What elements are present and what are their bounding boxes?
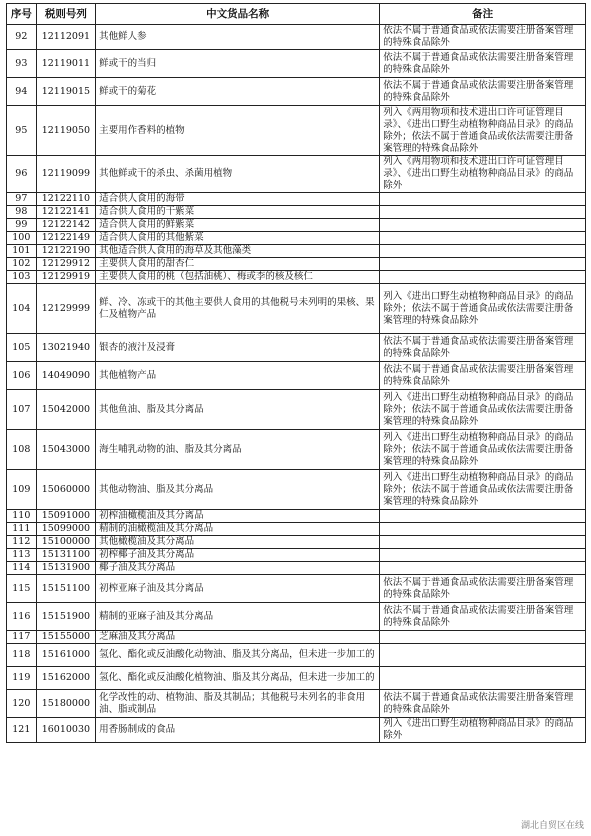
table-header-row <box>7 4 586 25</box>
row-goods-name: 银杏的液汁及浸膏 <box>96 334 380 362</box>
table-row <box>7 25 586 50</box>
row-goods-name: 精制的亚麻子油及其分离品 <box>96 603 380 631</box>
row-goods-name: 氢化、酯化或反油酸化植物油、脂及其分离品，但未进一步加工的 <box>96 667 380 690</box>
row-goods-name: 初榨油橄榄油及其分离品 <box>96 510 380 523</box>
row-tariff-code: 15151100 <box>36 575 95 603</box>
row-serial-no: 114 <box>7 562 37 575</box>
row-tariff-code: 15091000 <box>36 510 95 523</box>
row-serial-no: 96 <box>7 156 37 193</box>
row-tariff-code: 12122190 <box>36 245 95 258</box>
row-tariff-code: 12122149 <box>36 232 95 245</box>
row-serial-no: 97 <box>7 193 37 206</box>
header-goods-name: 中文货品名称 <box>96 4 380 25</box>
row-goods-name: 适合供人食用的干紫菜 <box>96 206 380 219</box>
row-serial-no: 113 <box>7 549 37 562</box>
row-goods-name: 初榨椰子油及其分离品 <box>96 549 380 562</box>
row-tariff-code: 12122142 <box>36 219 95 232</box>
table-row <box>7 667 586 690</box>
row-goods-name: 适合供人食用的鲜紫菜 <box>96 219 380 232</box>
row-serial-no: 117 <box>7 631 37 644</box>
row-remark <box>380 562 586 575</box>
row-tariff-code: 15180000 <box>36 690 95 718</box>
row-serial-no: 111 <box>7 523 37 536</box>
row-remark <box>380 549 586 562</box>
row-remark <box>380 536 586 549</box>
row-goods-name: 氢化、酯化或反油酸化动物油、脂及其分离品，但未进一步加工的 <box>96 644 380 667</box>
table-row <box>7 106 586 156</box>
row-remark <box>380 193 586 206</box>
row-remark: 依法不属于普通食品或依法需要注册备案管理的特殊食品除外 <box>380 362 586 390</box>
row-goods-name: 其他适合供人食用的海草及其他藻类 <box>96 245 380 258</box>
row-serial-no: 105 <box>7 334 37 362</box>
row-serial-no: 112 <box>7 536 37 549</box>
row-goods-name: 其他橄榄油及其分离品 <box>96 536 380 549</box>
row-tariff-code: 15099000 <box>36 523 95 536</box>
row-remark <box>380 232 586 245</box>
table-row <box>7 219 586 232</box>
row-tariff-code: 15060000 <box>36 470 95 510</box>
row-remark: 列入《进出口野生动植物种商品目录》的商品除外 <box>380 718 586 743</box>
row-remark: 依法不属于普通食品或依法需要注册备案管理的特殊食品除外 <box>380 575 586 603</box>
row-goods-name: 精制的油橄榄油及其分离品 <box>96 523 380 536</box>
row-serial-no: 101 <box>7 245 37 258</box>
row-goods-name: 适合供人食用的海带 <box>96 193 380 206</box>
table-row <box>7 549 586 562</box>
row-goods-name: 其他动物油、脂及其分离品 <box>96 470 380 510</box>
row-remark: 依法不属于普通食品或依法需要注册备案管理的特殊食品除外 <box>380 25 586 50</box>
row-tariff-code: 12129999 <box>36 284 95 334</box>
row-remark <box>380 644 586 667</box>
row-remark <box>380 523 586 536</box>
table-row <box>7 523 586 536</box>
row-goods-name: 其他植物产品 <box>96 362 380 390</box>
row-serial-no: 106 <box>7 362 37 390</box>
table-row <box>7 258 586 271</box>
row-serial-no: 104 <box>7 284 37 334</box>
table-row <box>7 510 586 523</box>
row-remark: 列入《进出口野生动植物种商品目录》的商品除外；依法不属于普通食品或依法需要注册备案管理的特殊食品除外 <box>380 284 586 334</box>
header-tariff-code: 税则号列 <box>36 4 95 25</box>
row-serial-no: 118 <box>7 644 37 667</box>
table-row <box>7 362 586 390</box>
goods-table <box>6 3 586 743</box>
watermark: 湖北自贸区在线 <box>518 817 587 832</box>
table-row <box>7 334 586 362</box>
row-remark: 依法不属于普通食品或依法需要注册备案管理的特殊食品除外 <box>380 78 586 106</box>
table-row <box>7 644 586 667</box>
row-serial-no: 108 <box>7 430 37 470</box>
row-serial-no: 100 <box>7 232 37 245</box>
row-goods-name: 主要用作香料的植物 <box>96 106 380 156</box>
row-goods-name: 初榨亚麻子油及其分离品 <box>96 575 380 603</box>
goods-table-container <box>6 3 586 743</box>
table-row <box>7 206 586 219</box>
row-goods-name: 主要供人食用的桃（包括油桃）、梅或李的核及核仁 <box>96 271 380 284</box>
row-goods-name: 用香肠制成的食品 <box>96 718 380 743</box>
row-serial-no: 107 <box>7 390 37 430</box>
table-row <box>7 470 586 510</box>
row-goods-name: 鲜或干的菊花 <box>96 78 380 106</box>
row-serial-no: 94 <box>7 78 37 106</box>
row-serial-no: 98 <box>7 206 37 219</box>
row-goods-name: 化学改性的动、植物油、脂及其制品；其他税号未列名的非食用油、脂或制品 <box>96 690 380 718</box>
row-remark: 列入《两用物项和技术进出口许可证管理目录》、《进出口野生动植物种商品目录》的商品除外；依法不属于普通食品或依法需要注册备案管理的特殊食品除外 <box>380 106 586 156</box>
table-row <box>7 603 586 631</box>
row-tariff-code: 14049090 <box>36 362 95 390</box>
row-tariff-code: 15161000 <box>36 644 95 667</box>
table-row <box>7 575 586 603</box>
row-serial-no: 92 <box>7 25 37 50</box>
table-row <box>7 284 586 334</box>
row-goods-name: 鲜、冷、冻或干的其他主要供人食用的其他税号未列明的果核、果仁及植物产品 <box>96 284 380 334</box>
row-goods-name: 椰子油及其分离品 <box>96 562 380 575</box>
row-serial-no: 102 <box>7 258 37 271</box>
row-tariff-code: 16010030 <box>36 718 95 743</box>
row-goods-name: 其他鱼油、脂及其分离品 <box>96 390 380 430</box>
row-remark <box>380 271 586 284</box>
table-row <box>7 156 586 193</box>
row-remark <box>380 219 586 232</box>
row-goods-name: 适合供人食用的其他紫菜 <box>96 232 380 245</box>
table-row <box>7 78 586 106</box>
row-goods-name: 鲜或干的当归 <box>96 50 380 78</box>
row-tariff-code: 12129912 <box>36 258 95 271</box>
row-remark <box>380 510 586 523</box>
table-row <box>7 631 586 644</box>
table-row <box>7 232 586 245</box>
row-tariff-code: 15043000 <box>36 430 95 470</box>
row-tariff-code: 15131100 <box>36 549 95 562</box>
row-remark <box>380 667 586 690</box>
row-tariff-code: 15151900 <box>36 603 95 631</box>
row-serial-no: 116 <box>7 603 37 631</box>
row-tariff-code: 15042000 <box>36 390 95 430</box>
row-remark: 列入《进出口野生动植物种商品目录》的商品除外；依法不属于普通食品或依法需要注册备案管理的特殊食品除外 <box>380 390 586 430</box>
row-goods-name: 芝麻油及其分离品 <box>96 631 380 644</box>
row-serial-no: 119 <box>7 667 37 690</box>
table-row <box>7 536 586 549</box>
table-row <box>7 562 586 575</box>
row-remark: 列入《进出口野生动植物种商品目录》的商品除外；依法不属于普通食品或依法需要注册备案管理的特殊食品除外 <box>380 430 586 470</box>
row-remark: 列入《进出口野生动植物种商品目录》的商品除外；依法不属于普通食品或依法需要注册备案管理的特殊食品除外 <box>380 470 586 510</box>
row-tariff-code: 12122141 <box>36 206 95 219</box>
row-serial-no: 110 <box>7 510 37 523</box>
row-serial-no: 109 <box>7 470 37 510</box>
row-tariff-code: 13021940 <box>36 334 95 362</box>
row-tariff-code: 12112091 <box>36 25 95 50</box>
row-serial-no: 93 <box>7 50 37 78</box>
table-body <box>7 25 586 743</box>
row-remark: 依法不属于普通食品或依法需要注册备案管理的特殊食品除外 <box>380 603 586 631</box>
row-tariff-code: 12119050 <box>36 106 95 156</box>
header-remark: 备注 <box>380 4 586 25</box>
table-row <box>7 390 586 430</box>
table-row <box>7 245 586 258</box>
row-goods-name: 其他鲜或干的杀虫、杀菌用植物 <box>96 156 380 193</box>
row-serial-no: 121 <box>7 718 37 743</box>
row-serial-no: 120 <box>7 690 37 718</box>
row-serial-no: 99 <box>7 219 37 232</box>
row-remark <box>380 245 586 258</box>
table-row <box>7 50 586 78</box>
row-tariff-code: 15131900 <box>36 562 95 575</box>
row-remark <box>380 258 586 271</box>
row-tariff-code: 12119099 <box>36 156 95 193</box>
row-goods-name: 其他鲜人参 <box>96 25 380 50</box>
row-serial-no: 115 <box>7 575 37 603</box>
row-serial-no: 103 <box>7 271 37 284</box>
table-row <box>7 271 586 284</box>
table-row <box>7 193 586 206</box>
row-tariff-code: 15162000 <box>36 667 95 690</box>
row-tariff-code: 12119011 <box>36 50 95 78</box>
table-row <box>7 718 586 743</box>
header-serial-no: 序号 <box>7 4 37 25</box>
row-remark: 列入《两用物项和技术进出口许可证管理目录》、《进出口野生动植物种商品目录》的商品除外 <box>380 156 586 193</box>
row-remark: 依法不属于普通食品或依法需要注册备案管理的特殊食品除外 <box>380 334 586 362</box>
row-tariff-code: 15100000 <box>36 536 95 549</box>
row-tariff-code: 12119015 <box>36 78 95 106</box>
row-remark <box>380 631 586 644</box>
table-row <box>7 430 586 470</box>
row-tariff-code: 15155000 <box>36 631 95 644</box>
row-goods-name: 主要供人食用的甜杏仁 <box>96 258 380 271</box>
row-tariff-code: 12129919 <box>36 271 95 284</box>
row-remark: 依法不属于普通食品或依法需要注册备案管理的特殊食品除外 <box>380 50 586 78</box>
row-serial-no: 95 <box>7 106 37 156</box>
table-row <box>7 690 586 718</box>
row-tariff-code: 12122110 <box>36 193 95 206</box>
row-remark <box>380 206 586 219</box>
row-remark: 依法不属于普通食品或依法需要注册备案管理的特殊食品除外 <box>380 690 586 718</box>
row-goods-name: 海生哺乳动物的油、脂及其分离品 <box>96 430 380 470</box>
